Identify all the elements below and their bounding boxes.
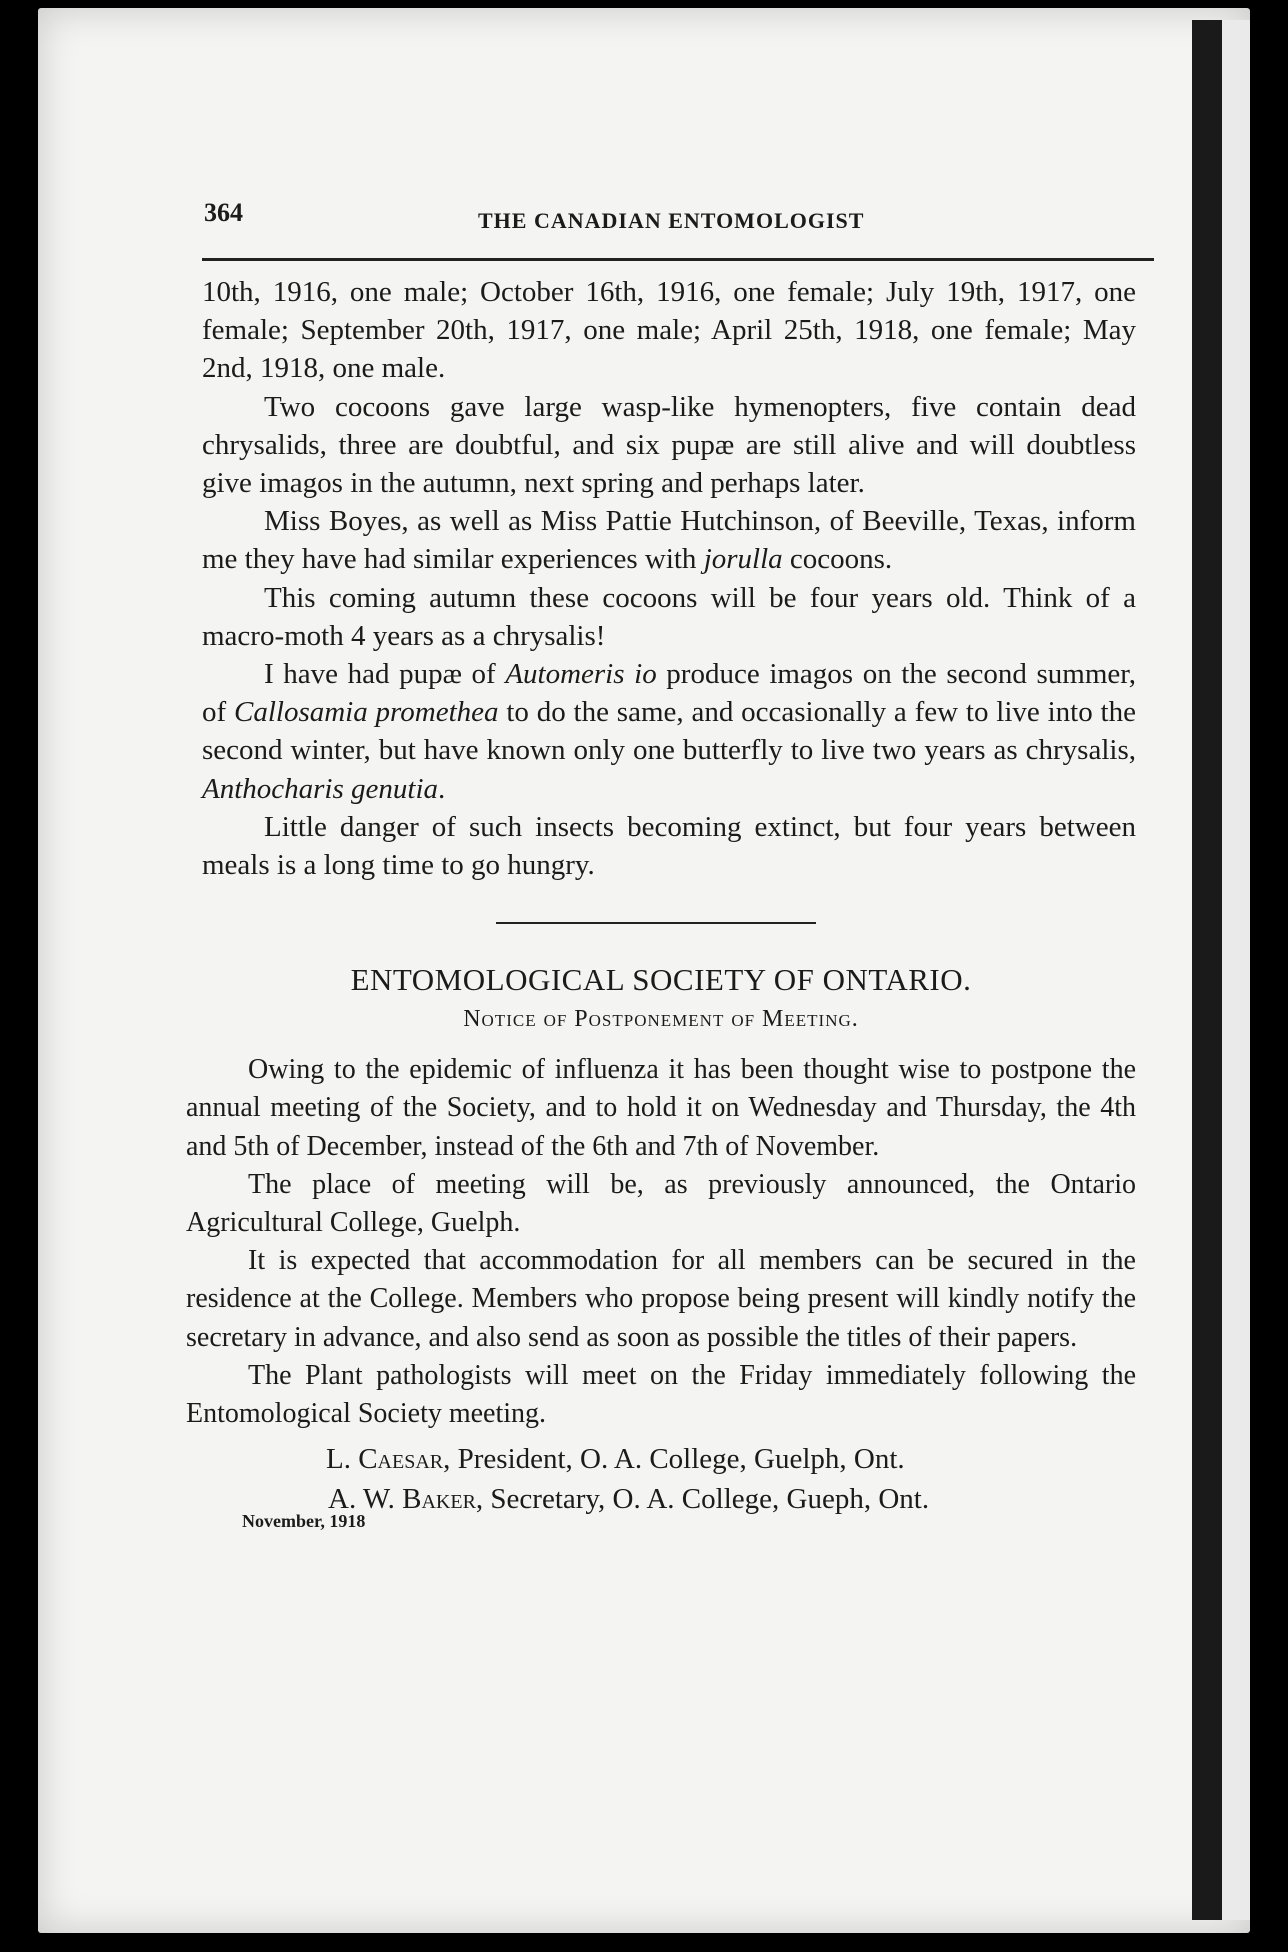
page-header: [186, 196, 1136, 240]
notice-date: November, 1918: [242, 1511, 366, 1532]
running-head: THE CANADIAN ENTOMOLOGIST: [478, 208, 865, 233]
paragraph: It is expected that accommodation for all members can be secured in the residence at the College. Members who propose being present will kindly notify the secretary in advance, and also send as soon as possible the titles of their papers.: [186, 1245, 1136, 1353]
paragraph: Little danger of such insects becoming extinct, but four years between meals is a long time to go hungry.: [202, 810, 1136, 882]
notice-body: [186, 1051, 1136, 1433]
facing-page-edge: [1222, 20, 1250, 1920]
paragraph: 10th, 1916, one male; October 16th, 1916, one female; July 19th, 1917, one female; September 20th, 1917, one male; April 25th, 1918, one female; May 2nd, 1918, one male.: [202, 276, 1136, 385]
signatory-name: A. W. Baker: [328, 1483, 476, 1516]
paragraph: Owing to the epidemic of influenza it has been thought wise to postpone the annual meeting of the Society, and to hold it on Wednesday and Thursday, the 4th and 5th of December, instead of the 6th and 7th of November.: [186, 1054, 1136, 1162]
paragraph: [202, 655, 1136, 808]
signatory-title: , President, O. A. College, Guelph, Ont.: [443, 1443, 905, 1476]
text-run: cocoons.: [782, 543, 893, 576]
paragraph: [202, 502, 1136, 578]
section-separator: [496, 922, 816, 924]
signatory-title: , Secretary, O. A. College, Gueph, Ont.: [475, 1483, 930, 1516]
paragraph: The Plant pathologists will meet on the Friday immediately following the Entomological Society meeting.: [186, 1359, 1136, 1430]
section-title: ENTOMOLOGICAL SOCIETY OF ONTARIO.: [350, 962, 972, 998]
species-name: Automeris io: [505, 658, 657, 691]
paragraph: The place of meeting will be, as previously announced, the Ontario Agricultural College, Guelph.: [186, 1168, 1136, 1239]
text-run: I have had pupæ of: [264, 658, 506, 691]
text-run: produce imagos on the second summer, of: [202, 658, 1136, 729]
article-body: [186, 273, 1136, 884]
paragraph: This coming autumn these cocoons will be four years old. Think of a macro-moth 4 years as a chrysalis!: [202, 581, 1136, 652]
paragraph: Two cocoons gave large wasp-like hymenopters, five contain dead chrysalids, three are doubtful, and six pupæ are still alive and will doubtless give imagos in the autumn, next spring and perhaps later.: [202, 390, 1136, 500]
text-run: to do the same, and occasionally a few to live into the second winter, but have known only one butterfly to live two years as chrysalis,: [202, 696, 1136, 767]
signatory-name: L. Caesar: [326, 1443, 444, 1476]
text-run: .: [438, 772, 446, 805]
section-subtitle: Notice of Postponement of Meeting.: [463, 1006, 859, 1033]
species-name: jorulla: [703, 543, 783, 576]
header-rule: [202, 258, 1154, 261]
species-name: Callosamia promethea: [233, 696, 499, 729]
text-run: Miss Boyes, as well as Miss Pattie Hutchinson, of Beeville, Texas, inform me they have had similar experiences with: [202, 505, 1136, 576]
book-gutter: [1192, 20, 1222, 1920]
species-name: Anthocharis genutia: [202, 772, 439, 805]
signature-president: [186, 1439, 1136, 1479]
page-content: [186, 196, 1136, 1532]
page-number: 364: [204, 198, 243, 227]
